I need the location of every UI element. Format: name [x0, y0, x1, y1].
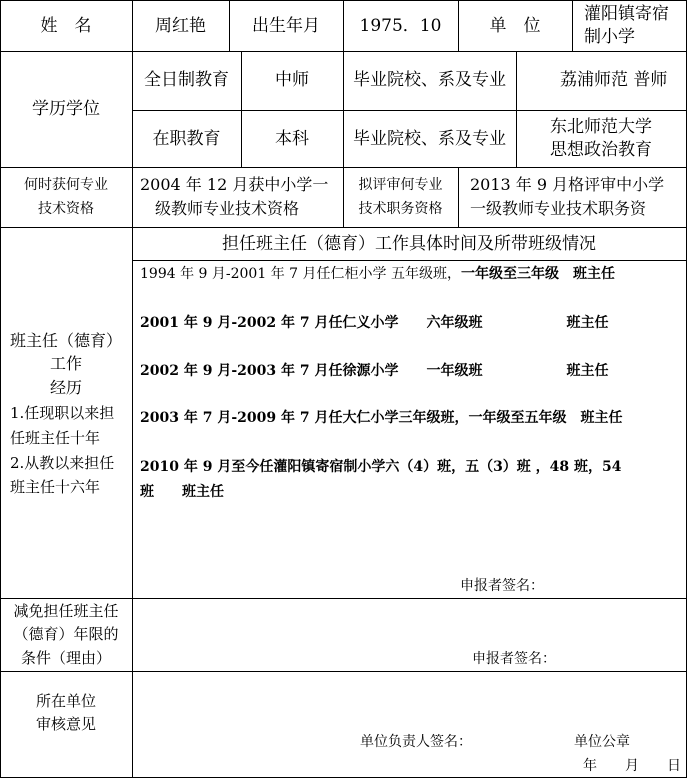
rule-reduce-bottom — [0, 671, 687, 672]
unit-value-line1: 灌阳镇寄宿 — [584, 4, 669, 24]
reduce-label-line1: 减免担任班主任 — [13, 602, 119, 620]
ht-note-line1: 1.任现职以来担 — [10, 404, 115, 422]
rule-edu-middle — [132, 110, 687, 111]
unit-value-line2: 制小学 — [584, 27, 635, 47]
ht-label-line1: 班主任（德育） — [9, 331, 122, 350]
fulltime-level: 中师 — [275, 70, 309, 90]
rule-qual-c2 — [458, 167, 459, 227]
rule-label-col — [132, 0, 133, 778]
grad-school-label: 毕业院校、系及专业 — [353, 129, 506, 149]
ht-note-line4: 班主任十六年 — [10, 478, 101, 496]
unit-label: 单 位 — [489, 16, 541, 36]
applicant-signature: 申报者签名： — [460, 578, 544, 594]
ht-note-line2: 任班主任十年 — [10, 429, 101, 447]
rule-name-c4 — [572, 0, 573, 51]
unit-seal: 单位公章 — [574, 734, 630, 750]
inservice-school-line2: 思想政治教育 — [550, 140, 652, 160]
applicant-signature: 申报者签名： — [472, 651, 556, 667]
eval-label-line2: 技术职务资格 — [358, 201, 443, 217]
experience-item: 班 班主任 — [140, 484, 224, 500]
ht-header: 担任班主任（德育）工作具体时间及所带班级情况 — [222, 234, 596, 254]
experience-item: 2010 年 9 月至今任灌阳镇寄宿制小学六（4）班，五（3）班 ，48 班，54 — [140, 459, 622, 475]
name-label: 姓 名 — [40, 16, 92, 36]
ht-label-line2: 工作 — [49, 354, 82, 373]
inservice-label: 在职教育 — [152, 129, 221, 149]
birth-value: 1975．10 — [359, 16, 442, 36]
grad-school-label: 毕业院校、系及专业 — [353, 70, 506, 90]
eval-label-line1: 拟评审何专业 — [358, 177, 443, 193]
rule-ht-bottom — [0, 598, 687, 599]
reduce-label-line3: 条件（理由） — [20, 649, 111, 667]
rule-edu-c1 — [241, 51, 242, 167]
edu-label: 学历学位 — [32, 99, 100, 119]
ht-label-line3: 经历 — [49, 378, 82, 397]
qual-label-line1: 何时获何专业 — [24, 177, 108, 193]
leader-signature: 单位负责人签名： — [360, 734, 472, 750]
reduce-label-line2: （德育）年限的 — [13, 625, 119, 643]
rule-edu-c2 — [343, 51, 344, 167]
qual-value-line1: 2004 年 12 月获中小学一 — [140, 175, 329, 194]
eval-value-line2: 一级教师专业技术职务资 — [470, 199, 647, 218]
ht-note-line3: 2.从教以来担任 — [10, 454, 115, 472]
review-date: 年 月 日 — [583, 758, 681, 774]
experience-item — [140, 264, 615, 284]
fulltime-school: 荔浦师范 普师 — [560, 70, 668, 90]
qual-value-line2: 级教师专业技术资格 — [155, 199, 300, 218]
inservice-level: 本科 — [275, 129, 309, 149]
eval-value-line1: 2013 年 9 月格评审中小学 — [470, 175, 665, 194]
rule-ht-header-bottom — [132, 260, 687, 261]
name-value: 周红艳 — [155, 16, 206, 36]
fulltime-label: 全日制教育 — [144, 70, 229, 90]
rule-qual-bottom — [0, 227, 687, 228]
review-label-line2: 审核意见 — [35, 715, 96, 733]
review-label-line1: 所在单位 — [35, 692, 96, 710]
experience-item-part1: 1994 年 9 月-2001 年 7 月任仁柜小学 五年级班， — [140, 266, 461, 282]
experience-item-part2: 一年级至三年级 班主任 — [460, 266, 615, 282]
qual-label-line2: 技术资格 — [38, 201, 94, 217]
inservice-school-line1: 东北师范大学 — [550, 117, 652, 137]
experience-item: 2003 年 7 月-2009 年 7 月任大仁小学三年级班，一年级至五年级 班主任 — [140, 410, 623, 426]
experience-item: 2001 年 9 月-2002 年 7 月任仁义小学 六年级班 班主任 — [140, 315, 609, 331]
birth-label: 出生年月 — [252, 16, 320, 36]
rule-bottom — [0, 777, 687, 778]
experience-item: 2002 年 9 月-2003 年 7 月任徐源小学 一年级班 班主任 — [140, 363, 609, 379]
